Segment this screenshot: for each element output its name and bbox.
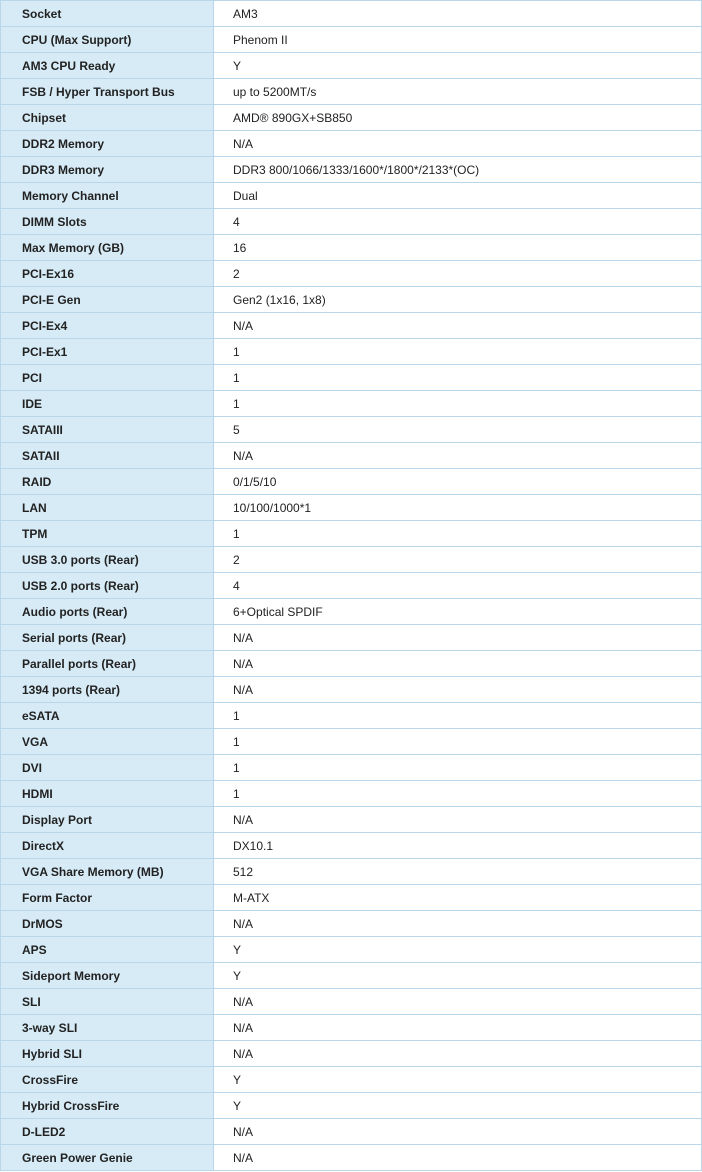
spec-label: Max Memory (GB) bbox=[1, 235, 214, 261]
spec-value: 10/100/1000*1 bbox=[214, 495, 702, 521]
spec-value: Y bbox=[214, 963, 702, 989]
spec-label: PCI-Ex1 bbox=[1, 339, 214, 365]
spec-label: Hybrid SLI bbox=[1, 1041, 214, 1067]
spec-value: up to 5200MT/s bbox=[214, 79, 702, 105]
spec-row bbox=[1, 599, 702, 625]
spec-value: 1 bbox=[214, 729, 702, 755]
spec-label: 1394 ports (Rear) bbox=[1, 677, 214, 703]
spec-row bbox=[1, 833, 702, 859]
spec-row bbox=[1, 755, 702, 781]
spec-value: AM3 bbox=[214, 1, 702, 27]
spec-row bbox=[1, 469, 702, 495]
spec-label: HDMI bbox=[1, 781, 214, 807]
spec-label: VGA bbox=[1, 729, 214, 755]
spec-row bbox=[1, 313, 702, 339]
spec-label: Form Factor bbox=[1, 885, 214, 911]
spec-value: Phenom II bbox=[214, 27, 702, 53]
spec-label: PCI bbox=[1, 365, 214, 391]
spec-value: 2 bbox=[214, 261, 702, 287]
spec-label: Hybrid CrossFire bbox=[1, 1093, 214, 1119]
spec-value: N/A bbox=[214, 677, 702, 703]
spec-value: 1 bbox=[214, 781, 702, 807]
spec-row bbox=[1, 677, 702, 703]
spec-row bbox=[1, 547, 702, 573]
spec-value: 2 bbox=[214, 547, 702, 573]
spec-label: DVI bbox=[1, 755, 214, 781]
spec-label: PCI-E Gen bbox=[1, 287, 214, 313]
spec-value: 1 bbox=[214, 703, 702, 729]
spec-row bbox=[1, 495, 702, 521]
spec-label: DrMOS bbox=[1, 911, 214, 937]
spec-label: SATAIII bbox=[1, 417, 214, 443]
spec-label: TPM bbox=[1, 521, 214, 547]
spec-label: Display Port bbox=[1, 807, 214, 833]
spec-row bbox=[1, 1015, 702, 1041]
spec-label: PCI-Ex16 bbox=[1, 261, 214, 287]
spec-row bbox=[1, 989, 702, 1015]
spec-row bbox=[1, 1041, 702, 1067]
spec-label: IDE bbox=[1, 391, 214, 417]
spec-row bbox=[1, 573, 702, 599]
spec-label: DirectX bbox=[1, 833, 214, 859]
spec-label: Audio ports (Rear) bbox=[1, 599, 214, 625]
spec-value: DDR3 800/1066/1333/1600*/1800*/2133*(OC) bbox=[214, 157, 702, 183]
spec-label: FSB / Hyper Transport Bus bbox=[1, 79, 214, 105]
spec-row bbox=[1, 209, 702, 235]
spec-row bbox=[1, 131, 702, 157]
spec-value: M-ATX bbox=[214, 885, 702, 911]
spec-row bbox=[1, 963, 702, 989]
spec-row bbox=[1, 365, 702, 391]
spec-label: DIMM Slots bbox=[1, 209, 214, 235]
spec-row bbox=[1, 443, 702, 469]
spec-label: DDR2 Memory bbox=[1, 131, 214, 157]
spec-label: SATAII bbox=[1, 443, 214, 469]
spec-value: 512 bbox=[214, 859, 702, 885]
spec-label: RAID bbox=[1, 469, 214, 495]
spec-row bbox=[1, 27, 702, 53]
spec-row bbox=[1, 521, 702, 547]
spec-row bbox=[1, 1093, 702, 1119]
spec-value: N/A bbox=[214, 1145, 702, 1171]
spec-label: DDR3 Memory bbox=[1, 157, 214, 183]
spec-value: 1 bbox=[214, 391, 702, 417]
spec-label: Socket bbox=[1, 1, 214, 27]
spec-value: 5 bbox=[214, 417, 702, 443]
spec-row bbox=[1, 53, 702, 79]
spec-label: APS bbox=[1, 937, 214, 963]
spec-row bbox=[1, 157, 702, 183]
spec-value: N/A bbox=[214, 313, 702, 339]
spec-row bbox=[1, 339, 702, 365]
spec-value: 1 bbox=[214, 755, 702, 781]
spec-row bbox=[1, 1119, 702, 1145]
spec-row bbox=[1, 1, 702, 27]
spec-value: 4 bbox=[214, 573, 702, 599]
spec-label: CPU (Max Support) bbox=[1, 27, 214, 53]
spec-value: N/A bbox=[214, 651, 702, 677]
spec-label: USB 3.0 ports (Rear) bbox=[1, 547, 214, 573]
spec-value: N/A bbox=[214, 989, 702, 1015]
spec-label: AM3 CPU Ready bbox=[1, 53, 214, 79]
spec-value: N/A bbox=[214, 443, 702, 469]
spec-value: 1 bbox=[214, 521, 702, 547]
spec-label: 3-way SLI bbox=[1, 1015, 214, 1041]
spec-value: AMD® 890GX+SB850 bbox=[214, 105, 702, 131]
spec-value: Y bbox=[214, 1067, 702, 1093]
spec-row bbox=[1, 261, 702, 287]
spec-label: D-LED2 bbox=[1, 1119, 214, 1145]
spec-value: N/A bbox=[214, 1041, 702, 1067]
spec-row bbox=[1, 105, 702, 131]
spec-row bbox=[1, 807, 702, 833]
spec-value: 1 bbox=[214, 339, 702, 365]
spec-row bbox=[1, 911, 702, 937]
spec-row bbox=[1, 859, 702, 885]
spec-value: Dual bbox=[214, 183, 702, 209]
spec-row bbox=[1, 781, 702, 807]
spec-value: N/A bbox=[214, 625, 702, 651]
spec-label: Green Power Genie bbox=[1, 1145, 214, 1171]
spec-label: eSATA bbox=[1, 703, 214, 729]
spec-row bbox=[1, 937, 702, 963]
spec-value: Y bbox=[214, 1093, 702, 1119]
spec-label: SLI bbox=[1, 989, 214, 1015]
spec-row bbox=[1, 235, 702, 261]
spec-row bbox=[1, 651, 702, 677]
spec-value: N/A bbox=[214, 911, 702, 937]
spec-row bbox=[1, 183, 702, 209]
spec-row bbox=[1, 417, 702, 443]
spec-label: PCI-Ex4 bbox=[1, 313, 214, 339]
spec-row bbox=[1, 729, 702, 755]
spec-value: N/A bbox=[214, 807, 702, 833]
spec-label: Chipset bbox=[1, 105, 214, 131]
spec-value: N/A bbox=[214, 1119, 702, 1145]
spec-label: Memory Channel bbox=[1, 183, 214, 209]
spec-value: Y bbox=[214, 937, 702, 963]
spec-label: USB 2.0 ports (Rear) bbox=[1, 573, 214, 599]
spec-value: 6+Optical SPDIF bbox=[214, 599, 702, 625]
spec-value: N/A bbox=[214, 131, 702, 157]
spec-value: DX10.1 bbox=[214, 833, 702, 859]
spec-value: 4 bbox=[214, 209, 702, 235]
spec-row bbox=[1, 703, 702, 729]
spec-label: LAN bbox=[1, 495, 214, 521]
spec-value: 1 bbox=[214, 365, 702, 391]
spec-label: Serial ports (Rear) bbox=[1, 625, 214, 651]
spec-label: Parallel ports (Rear) bbox=[1, 651, 214, 677]
spec-row bbox=[1, 287, 702, 313]
spec-label: VGA Share Memory (MB) bbox=[1, 859, 214, 885]
spec-value: Y bbox=[214, 53, 702, 79]
spec-table-body bbox=[1, 1, 702, 1171]
spec-value: Gen2 (1x16, 1x8) bbox=[214, 287, 702, 313]
spec-value: 0/1/5/10 bbox=[214, 469, 702, 495]
spec-value: 16 bbox=[214, 235, 702, 261]
spec-row bbox=[1, 625, 702, 651]
spec-label: Sideport Memory bbox=[1, 963, 214, 989]
spec-row bbox=[1, 1067, 702, 1093]
spec-value: N/A bbox=[214, 1015, 702, 1041]
spec-row bbox=[1, 885, 702, 911]
spec-row bbox=[1, 1145, 702, 1171]
spec-label: CrossFire bbox=[1, 1067, 214, 1093]
spec-row bbox=[1, 391, 702, 417]
spec-row bbox=[1, 79, 702, 105]
